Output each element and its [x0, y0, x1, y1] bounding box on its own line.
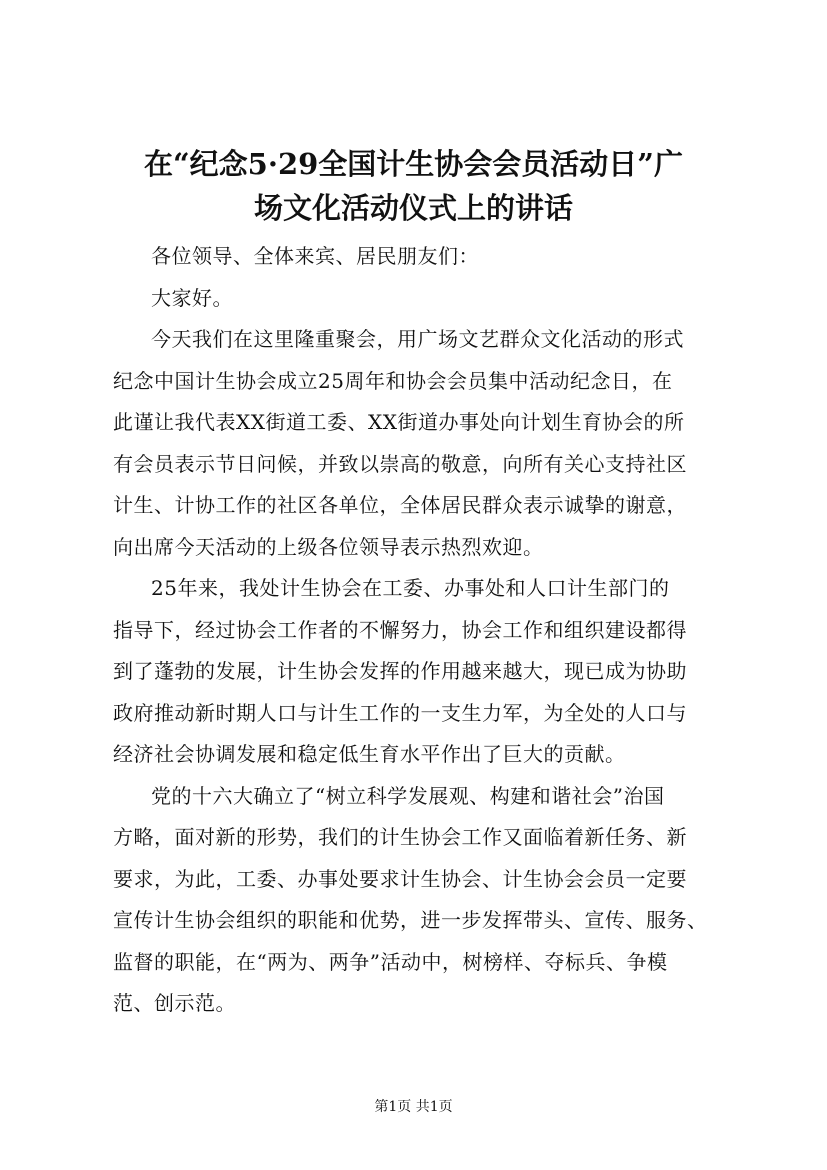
document-body: [113, 236, 737, 1025]
body-line: 向出席今天活动的上级各位领导表示热烈欢迎。: [113, 534, 544, 559]
body-line: 宣传计生协会组织的职能和优势，进一步发挥带头、宣传、服务、: [113, 908, 708, 932]
page-footer: 第1页 共1页: [374, 1099, 453, 1115]
body-line: 有会员表示节日问候，并致以崇高的敬意，向所有关心支持社区: [113, 451, 687, 476]
body-line: 计生、计协工作的社区各单位，全体居民群众表示诚挚的谢意，: [113, 493, 687, 517]
body-line: 大家好。: [151, 285, 233, 310]
body-line: 监督的职能，在“两为、两争”活动中，树榜样、夺标兵、争模: [113, 949, 668, 974]
body-line: 各位领导、全体来宾、居民朋友们：: [151, 244, 479, 268]
title-line-1: 在“纪念5·29全国计生协会会员活动日”广: [144, 147, 683, 181]
body-line: 方略，面对新的形势，我们的计生协会工作又面临着新任务、新: [113, 825, 687, 849]
body-line: 党的十六大确立了“树立科学发展观、构建和谐社会”治国: [151, 783, 665, 808]
body-line: 范、创示范。: [113, 991, 236, 1015]
body-line: 此谨让我代表XX街道工委、XX街道办事处向计划生育协会的所: [113, 410, 685, 434]
body-line: 经济社会协调发展和稳定低生育水平作出了巨大的贡献。: [113, 742, 626, 766]
body-line: 要求，为此，工委、办事处要求计生协会、计生协会会员一定要: [113, 866, 687, 891]
document-title: [100, 142, 727, 230]
body-line: 到了蓬勃的发展，计生协会发挥的作用越来越大，现已成为协助: [113, 659, 687, 683]
body-line: 25年来，我处计生协会在工委、办事处和人口计生部门的: [151, 576, 670, 600]
body-line: 政府推动新时期人口与计生工作的一支生力军，为全处的人口与: [113, 700, 687, 725]
body-line: 纪念中国计生协会成立25周年和协会会员集中活动纪念日，在: [113, 368, 673, 393]
title-line-2: 场文化活动仪式上的讲话: [253, 191, 573, 225]
body-line: 指导下，经过协会工作者的不懈努力，协会工作和组织建设都得: [113, 617, 687, 642]
body-line: 今天我们在这里隆重聚会，用广场文艺群众文化活动的形式: [151, 327, 684, 351]
